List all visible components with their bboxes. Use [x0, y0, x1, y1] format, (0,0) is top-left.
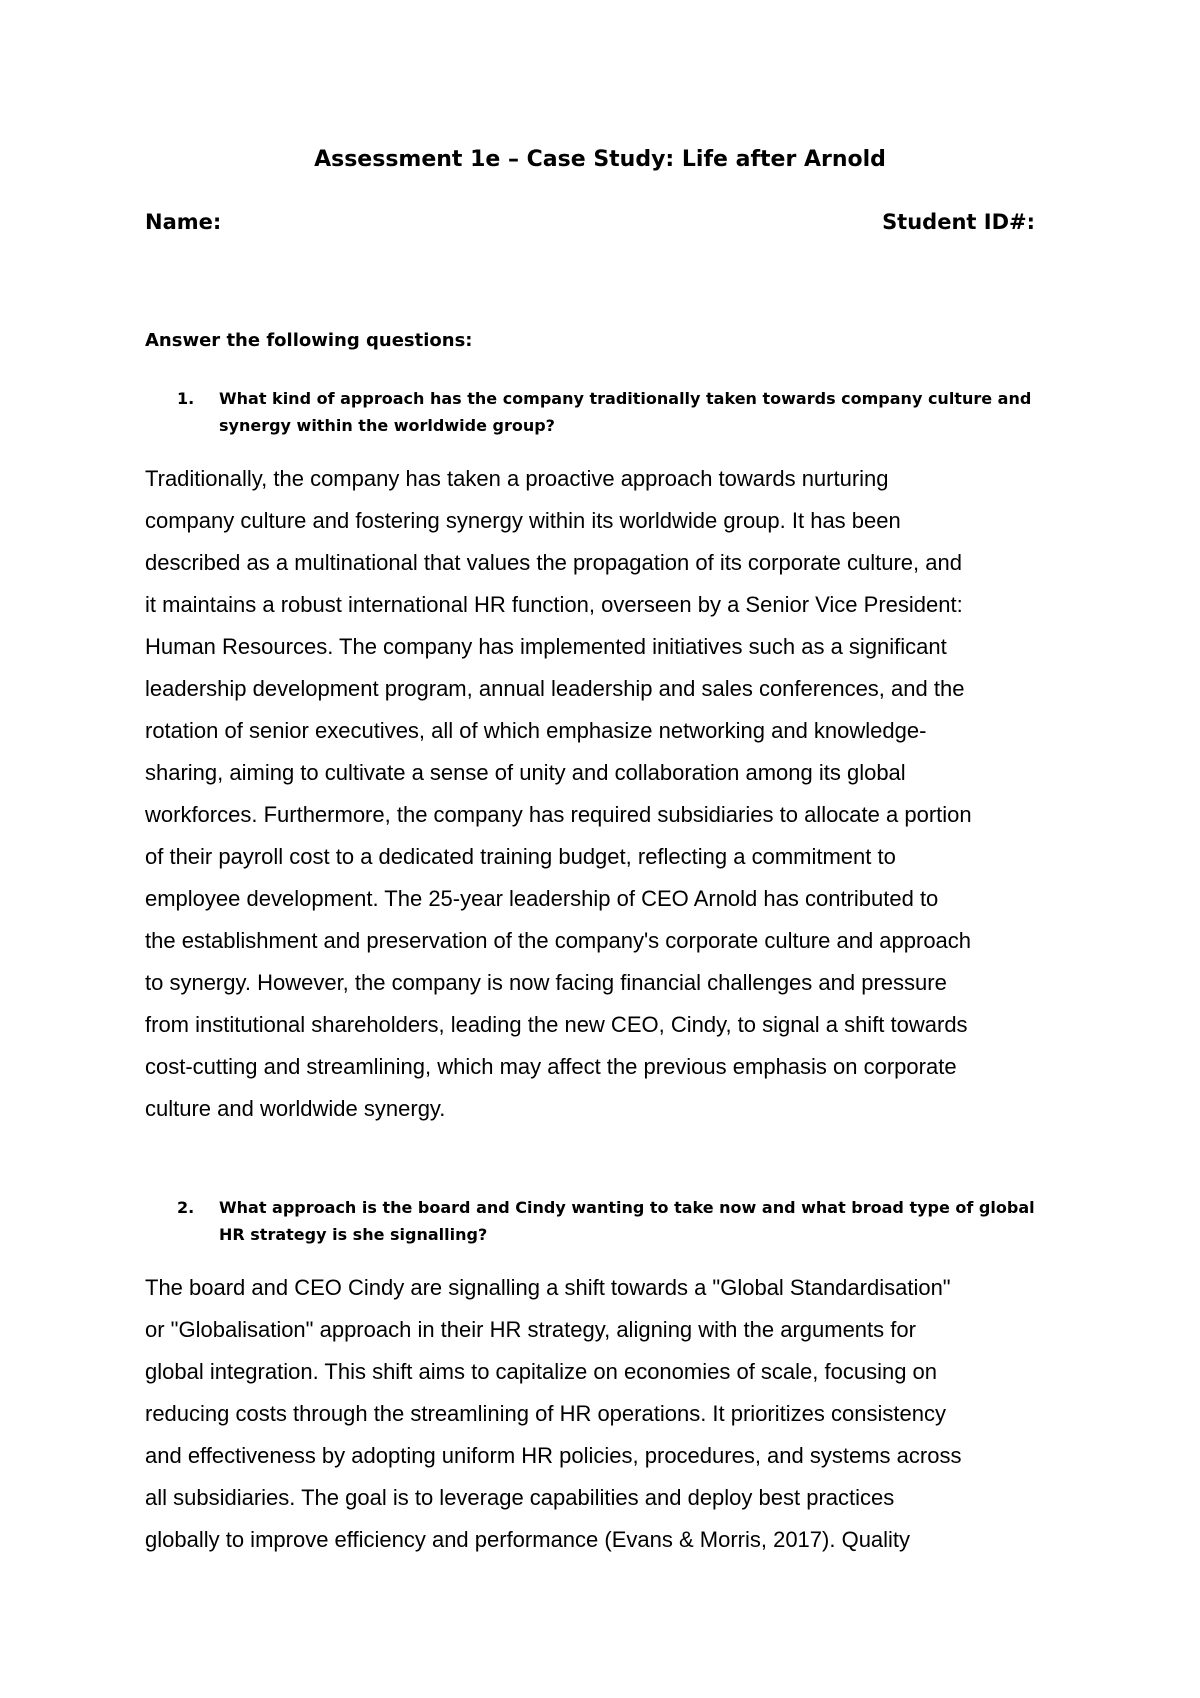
answer-line: described as a multinational that values the propagation of its corporate culture, and: [145, 550, 962, 575]
question-number: 2.: [177, 1198, 195, 1217]
answer-line: leadership development program, annual leadership and sales conferences, and the: [145, 676, 965, 701]
question-line: What kind of approach has the company traditionally taken towards company culture and: [219, 389, 1032, 408]
answer-line: global integration. This shift aims to capitalize on economies of scale, focusing on: [145, 1359, 938, 1384]
question-text: [219, 385, 1055, 439]
answer-line: of their payroll cost to a dedicated training budget, reflecting a commitment to: [145, 844, 896, 869]
answer-line: employee development. The 25-year leadership of CEO Arnold has contributed to: [145, 886, 939, 911]
answer-line: culture and worldwide synergy.: [145, 1096, 446, 1121]
answer-line: all subsidiaries. The goal is to leverage capabilities and deploy best practices: [145, 1485, 895, 1510]
answer-line: the establishment and preservation of the company's corporate culture and approach: [145, 928, 972, 953]
student-id-label: Student ID#:: [882, 210, 1035, 234]
question-2: [145, 1194, 1055, 1248]
answer-line: or "Globalisation" approach in their HR strategy, aligning with the arguments for: [145, 1317, 916, 1342]
answer-line: Human Resources. The company has implemented initiatives such as a significant: [145, 634, 947, 659]
answer-line: from institutional shareholders, leading the new CEO, Cindy, to signal a shift towards: [145, 1012, 968, 1037]
answer-1: [145, 458, 1070, 1130]
question-text: [219, 1194, 1055, 1248]
question-line: synergy within the worldwide group?: [219, 416, 555, 435]
answer-line: company culture and fostering synergy within its worldwide group. It has been: [145, 508, 901, 533]
answer-line: sharing, aiming to cultivate a sense of unity and collaboration among its global: [145, 760, 906, 785]
answer-line: globally to improve efficiency and performance (Evans & Morris, 2017). Quality: [145, 1527, 911, 1552]
answer-line: and effectiveness by adopting uniform HR policies, procedures, and systems across: [145, 1443, 962, 1468]
name-label: Name:: [145, 210, 222, 234]
document-title: Assessment 1e – Case Study: Life after Arnold: [314, 147, 886, 172]
answer-line: cost-cutting and streamlining, which may affect the previous emphasis on corporate: [145, 1054, 957, 1079]
answer-2: [145, 1267, 1070, 1561]
answer-line: The board and CEO Cindy are signalling a shift towards a "Global Standardisation": [145, 1275, 951, 1300]
student-info-row: [145, 207, 1035, 237]
question-line: What approach is the board and Cindy wanting to take now and what broad type of global: [219, 1198, 1035, 1217]
answer-line: rotation of senior executives, all of which emphasize networking and knowledge-: [145, 718, 927, 743]
instructions-heading: Answer the following questions:: [145, 330, 473, 351]
answer-line: Traditionally, the company has taken a proactive approach towards nurturing: [145, 466, 889, 491]
answer-line: workforces. Furthermore, the company has required subsidiaries to allocate a portion: [145, 802, 972, 827]
question-number: 1.: [177, 389, 195, 408]
answer-line: it maintains a robust international HR function, overseen by a Senior Vice President:: [145, 592, 963, 617]
question-line: HR strategy is she signalling?: [219, 1225, 488, 1244]
question-1: [145, 385, 1055, 439]
answer-line: to synergy. However, the company is now facing financial challenges and pressure: [145, 970, 947, 995]
answer-line: reducing costs through the streamlining of HR operations. It prioritizes consistency: [145, 1401, 946, 1426]
